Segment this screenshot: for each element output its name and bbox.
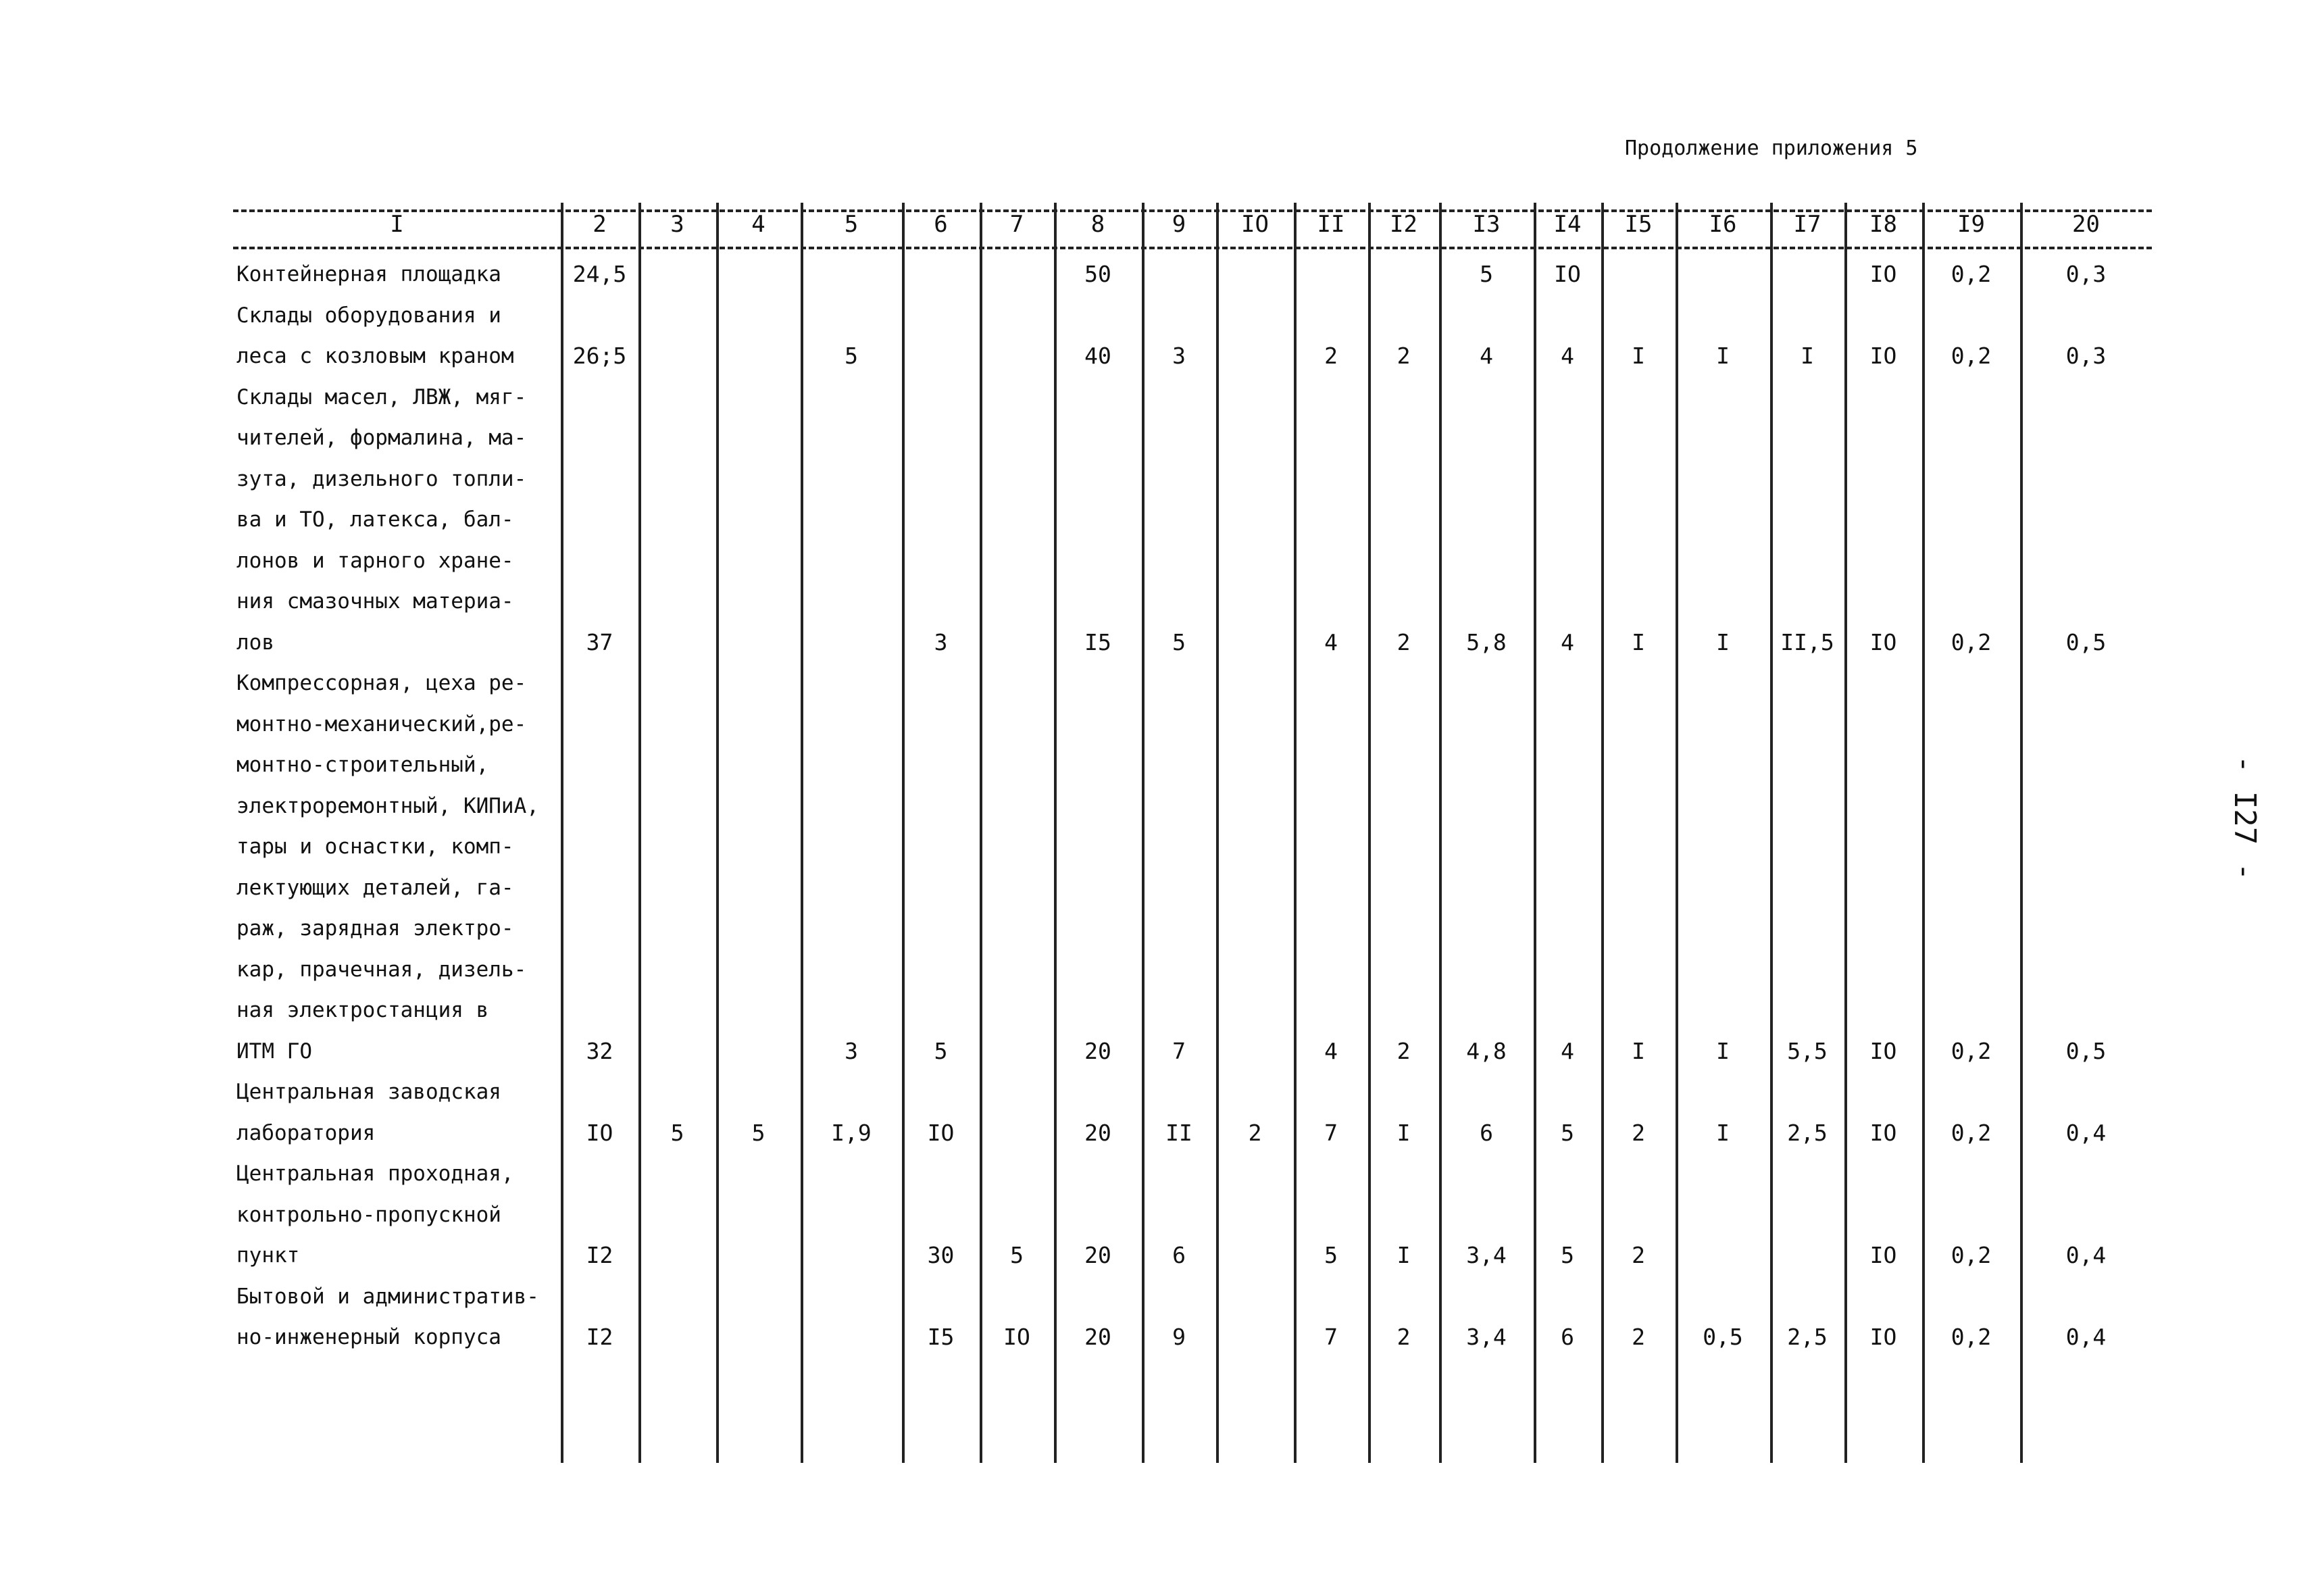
row-label-line: монтно-механический,ре- <box>236 712 527 737</box>
table-cell: 5 <box>845 343 858 369</box>
row-label-line: Бытовой и административ- <box>236 1284 539 1309</box>
row-label-line: монтно-строительный, <box>236 753 489 777</box>
table-cell: IO <box>1869 261 1897 287</box>
table-cell: I <box>1397 1242 1411 1268</box>
table-cell: IO <box>1869 1119 1897 1146</box>
table-cell: 20 <box>1084 1037 1111 1064</box>
column-header: I <box>390 211 404 238</box>
column-rule <box>716 203 719 1463</box>
column-header: I9 <box>1957 211 1985 238</box>
table-cell: 30 <box>927 1242 955 1268</box>
column-rule <box>1054 203 1057 1463</box>
row-label-line: контрольно-пропускной <box>236 1202 501 1227</box>
table-cell: 0,4 <box>2065 1119 2107 1146</box>
table-cell: 4 <box>1480 343 1493 369</box>
column-rule <box>638 203 641 1463</box>
table-cell: 5 <box>934 1037 948 1064</box>
table-cell: 26;5 <box>572 343 627 369</box>
column-rule <box>1216 203 1219 1463</box>
row-label-line: Склады масел, ЛВЖ, мяг- <box>236 384 527 409</box>
row-label-line: ва и ТО, латекса, бал- <box>236 507 514 532</box>
column-header: 8 <box>1090 211 1105 238</box>
table-cell: 3 <box>845 1037 858 1064</box>
table-cell: I <box>1716 1119 1730 1146</box>
table-cell: 40 <box>1084 343 1111 369</box>
row-label-line: электроремонтный, КИПиА, <box>236 793 539 818</box>
table-cell: 5 <box>751 1119 765 1146</box>
table-cell: 3 <box>934 628 948 655</box>
row-label-line: леса с козловым краном <box>236 344 514 368</box>
table-cell: 2 <box>1632 1242 1645 1268</box>
table-cell: IO <box>1869 628 1897 655</box>
table-cell: 0,2 <box>1951 628 1992 655</box>
table-cell: 5 <box>1324 1242 1338 1268</box>
table-cell: I2 <box>586 1242 613 1268</box>
column-header: 4 <box>751 211 765 238</box>
table-cell: 37 <box>586 628 613 655</box>
row-label-line: чителей, формалина, ма- <box>236 426 527 450</box>
table-cell: 2 <box>1632 1324 1645 1350</box>
column-rule <box>902 203 905 1463</box>
column-header: I6 <box>1709 211 1737 238</box>
table-cell: 4,8 <box>1466 1037 1507 1064</box>
continuation-caption: Продолжение приложения 5 <box>1625 136 1918 160</box>
column-header: I2 <box>1390 211 1417 238</box>
column-header: I3 <box>1472 211 1501 238</box>
table-cell: II,5 <box>1780 628 1834 655</box>
row-label-line: ния смазочных материа- <box>236 589 514 614</box>
table-cell: 0,3 <box>2065 261 2107 287</box>
column-header: I4 <box>1553 211 1582 238</box>
table-cell: 0,2 <box>1951 1119 1992 1146</box>
table-cell: I <box>1632 628 1645 655</box>
table-cell: 24,5 <box>572 261 627 287</box>
table-cell: 2,5 <box>1787 1324 1828 1350</box>
table-cell: IO <box>1869 1037 1897 1064</box>
table-cell: I5 <box>927 1324 955 1350</box>
table-cell: I <box>1632 1037 1645 1064</box>
table-cell: 0,4 <box>2065 1242 2107 1268</box>
column-rule <box>1439 203 1442 1463</box>
row-label-line: Центральная заводская <box>236 1080 501 1104</box>
table-cell: 5 <box>1561 1242 1574 1268</box>
table-cell: 32 <box>586 1037 613 1064</box>
row-label-line: Контейнерная площадка <box>236 262 501 286</box>
table-cell: 0,2 <box>1951 1037 1992 1064</box>
table-cell: 2,5 <box>1787 1119 1828 1146</box>
table-cell: 20 <box>1084 1324 1111 1350</box>
table-cell: 0,2 <box>1951 1324 1992 1350</box>
table-cell: 7 <box>1172 1037 1186 1064</box>
column-rule <box>1534 203 1536 1463</box>
table-cell: 0,2 <box>1951 261 1992 287</box>
table-cell: 50 <box>1084 261 1111 287</box>
table-cell: 5 <box>1561 1119 1574 1146</box>
table-cell: 2 <box>1397 343 1411 369</box>
row-label-line: лонов и тарного хране- <box>236 548 514 573</box>
column-header: 20 <box>2072 211 2100 238</box>
table-cell: I <box>1801 343 1814 369</box>
table-cell: 6 <box>1561 1324 1574 1350</box>
column-header: 6 <box>934 211 948 238</box>
row-label-line: зута, дизельного топли- <box>236 466 527 491</box>
table-cell: 2 <box>1397 1037 1411 1064</box>
table-cell: I,9 <box>831 1119 872 1146</box>
table-cell: 20 <box>1084 1242 1111 1268</box>
table-cell: 3,4 <box>1466 1242 1507 1268</box>
table-cell: 4 <box>1324 628 1338 655</box>
column-rule <box>1770 203 1773 1463</box>
column-header: 2 <box>593 211 607 238</box>
table-cell: I <box>1716 1037 1730 1064</box>
row-label-line: лаборатория <box>236 1120 376 1145</box>
table-cell: 2 <box>1397 628 1411 655</box>
table-cell: I <box>1716 628 1730 655</box>
row-label-line: пункт <box>236 1243 300 1268</box>
row-label-line: тары и оснастки, комп- <box>236 834 514 859</box>
column-header: 9 <box>1172 211 1186 238</box>
column-header: I8 <box>1869 211 1897 238</box>
table-cell: 5 <box>1480 261 1493 287</box>
table-cell: 2 <box>1324 343 1338 369</box>
table-cell: 3,4 <box>1466 1324 1507 1350</box>
row-label-line: Склады оборудования и <box>236 303 501 328</box>
table-cell: 5 <box>1010 1242 1024 1268</box>
table-cell: I <box>1397 1119 1411 1146</box>
column-rule <box>1922 203 1925 1463</box>
table-cell: 5,5 <box>1787 1037 1828 1064</box>
table-cell: 20 <box>1084 1119 1111 1146</box>
column-rule <box>1844 203 1847 1463</box>
table-cell: 0,2 <box>1951 1242 1992 1268</box>
table-cell: IO <box>586 1119 613 1146</box>
row-label-line: Центральная проходная, <box>236 1162 514 1186</box>
table-cell: I2 <box>586 1324 613 1350</box>
column-header: I5 <box>1624 211 1653 238</box>
column-header: 5 <box>844 211 859 238</box>
table-cell: 3 <box>1172 343 1186 369</box>
column-rule <box>2020 203 2023 1463</box>
table-cell: 6 <box>1480 1119 1493 1146</box>
table-cell: 0,5 <box>2065 1037 2107 1064</box>
row-label-line: раж, зарядная электро- <box>236 916 514 941</box>
table-cell: 7 <box>1324 1324 1338 1350</box>
page-number: - I27 - <box>2228 755 2263 881</box>
table-cell: II <box>1165 1119 1192 1146</box>
table-cell: 2 <box>1632 1119 1645 1146</box>
table-cell: 0,3 <box>2065 343 2107 369</box>
table-cell: 0,4 <box>2065 1324 2107 1350</box>
row-label-line: Компрессорная, цеха ре- <box>236 671 527 695</box>
table-cell: 4 <box>1561 1037 1574 1064</box>
header-bottom-dashed-rule <box>233 247 2152 249</box>
column-rule <box>801 203 803 1463</box>
table-cell: IO <box>1869 343 1897 369</box>
table-cell: 5 <box>670 1119 684 1146</box>
table-cell: 9 <box>1172 1324 1186 1350</box>
table-cell: I <box>1632 343 1645 369</box>
table-cell: 0,5 <box>1703 1324 1743 1350</box>
table-cell: 5 <box>1172 628 1186 655</box>
table-cell: IO <box>1554 261 1581 287</box>
column-header: I7 <box>1793 211 1821 238</box>
column-rule <box>980 203 982 1463</box>
column-header: 7 <box>1009 211 1024 238</box>
table-cell: IO <box>927 1119 955 1146</box>
column-header: II <box>1317 211 1345 238</box>
column-rule <box>1601 203 1604 1463</box>
row-label-line: кар, прачечная, дизель- <box>236 957 527 982</box>
table-cell: 4 <box>1561 343 1574 369</box>
column-rule <box>1368 203 1371 1463</box>
table-cell: 0,5 <box>2065 628 2107 655</box>
table-cell: 5,8 <box>1466 628 1507 655</box>
table-cell: 7 <box>1324 1119 1338 1146</box>
table-cell: 6 <box>1172 1242 1186 1268</box>
table-cell: 0,2 <box>1951 343 1992 369</box>
row-label-line: лектующих деталей, га- <box>236 875 514 900</box>
table-cell: IO <box>1003 1324 1030 1350</box>
row-label-line: ИТМ ГО <box>236 1039 312 1064</box>
table-cell: IO <box>1869 1242 1897 1268</box>
table-cell: 4 <box>1561 628 1574 655</box>
table-cell: 2 <box>1248 1119 1262 1146</box>
row-label-line: лов <box>236 630 274 655</box>
column-rule <box>1294 203 1297 1463</box>
column-rule <box>561 203 563 1463</box>
column-rule <box>1142 203 1145 1463</box>
column-header: IO <box>1241 211 1269 238</box>
table-cell: I <box>1716 343 1730 369</box>
table-cell: 4 <box>1324 1037 1338 1064</box>
row-label-line: ная электростанция в <box>236 998 489 1022</box>
table-cell: I5 <box>1084 628 1111 655</box>
table-cell: 2 <box>1397 1324 1411 1350</box>
row-label-line: но-инженерный корпуса <box>236 1325 501 1349</box>
column-header: 3 <box>670 211 684 238</box>
column-rule <box>1676 203 1678 1463</box>
table-cell: IO <box>1869 1324 1897 1350</box>
